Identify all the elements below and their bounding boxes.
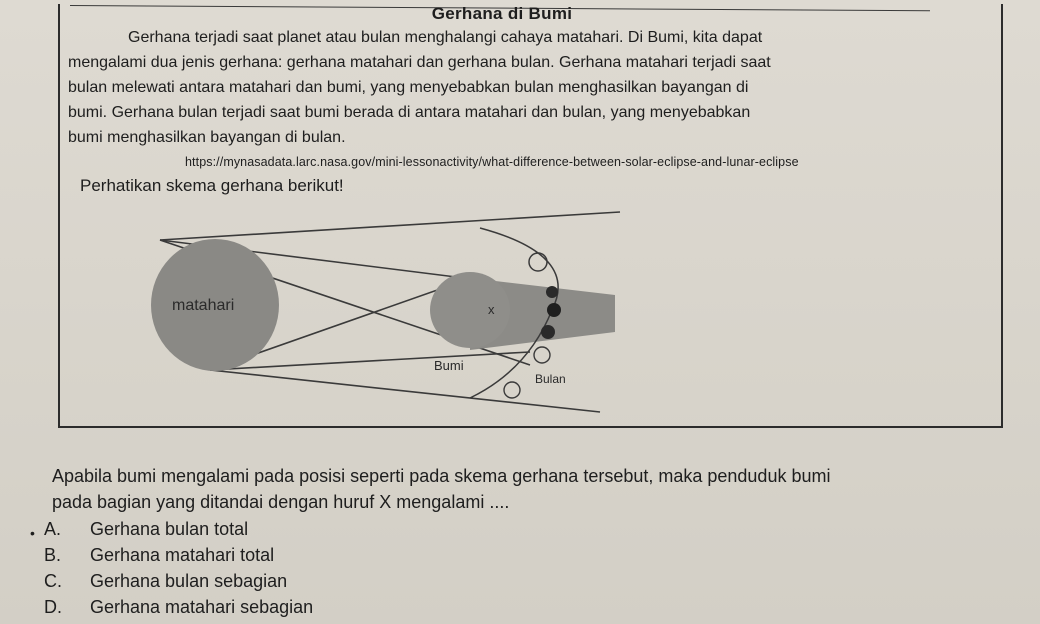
paragraph-line: bumi. Gerhana bulan terjadi saat bumi berada di antara matahari dan bulan, yang menyebabkan	[68, 104, 751, 121]
source-url: https://mynasadata.larc.nasa.gov/mini-lessonactivity/what-difference-between-solar-eclipse-and-lunar-eclipse	[185, 155, 799, 169]
sun-label: matahari	[172, 297, 235, 314]
option-text: Gerhana matahari sebagian	[90, 597, 314, 617]
marker-label: x	[488, 302, 495, 317]
eclipse-diagram	[60, 200, 660, 425]
answer-options	[44, 516, 313, 620]
eclipse-diagram-svg	[60, 200, 660, 425]
option-letter: A.	[44, 519, 62, 539]
question-line: pada bagian yang ditandai dengan huruf X mengalami ....	[52, 492, 510, 512]
intro-paragraph	[68, 25, 968, 150]
answer-option-b[interactable]	[44, 542, 313, 568]
moon-phase	[529, 253, 547, 271]
option-text: Gerhana matahari total	[90, 545, 275, 565]
option-letter: B.	[44, 545, 62, 565]
answer-option-c[interactable]	[44, 568, 313, 594]
moon-phase	[546, 286, 558, 298]
paragraph-line: bumi menghasilkan bayangan di bulan.	[68, 129, 346, 146]
option-letter: D.	[44, 597, 62, 617]
paragraph-line: mengalami dua jenis gerhana: gerhana matahari dan gerhana bulan. Gerhana matahari terjadi saat	[68, 54, 771, 71]
earth-circle	[430, 272, 510, 348]
moon-phase	[541, 325, 555, 339]
question-line: Apabila bumi mengalami pada posisi seperti pada skema gerhana tersebut, maka penduduk bumi	[52, 466, 831, 486]
answer-option-a[interactable]	[44, 516, 313, 542]
pen-mark: •	[30, 525, 35, 541]
answer-option-d[interactable]	[44, 594, 313, 620]
moon-phase	[504, 382, 520, 398]
moon-phase	[534, 347, 550, 363]
option-letter: C.	[44, 571, 62, 591]
light-ray	[210, 352, 530, 370]
moon-in-shadow	[547, 303, 561, 317]
question-text	[52, 463, 1032, 515]
moon-label: Bulan	[535, 372, 566, 386]
paragraph-line: Gerhana terjadi saat planet atau bulan menghalangi cahaya matahari. Di Bumi, kita dapat	[128, 29, 763, 46]
light-ray	[160, 212, 620, 240]
option-text: Gerhana bulan total	[90, 519, 249, 539]
paragraph-line: bulan melewati antara matahari dan bumi, yang menyebabkan bulan menghasilkan bayangan di	[68, 79, 749, 96]
earth-label: Bumi	[434, 358, 464, 373]
page-title: Gerhana di Bumi	[431, 4, 573, 23]
diagram-intro: Perhatikan skema gerhana berikut!	[80, 176, 344, 195]
option-text: Gerhana bulan sebagian	[90, 571, 288, 591]
